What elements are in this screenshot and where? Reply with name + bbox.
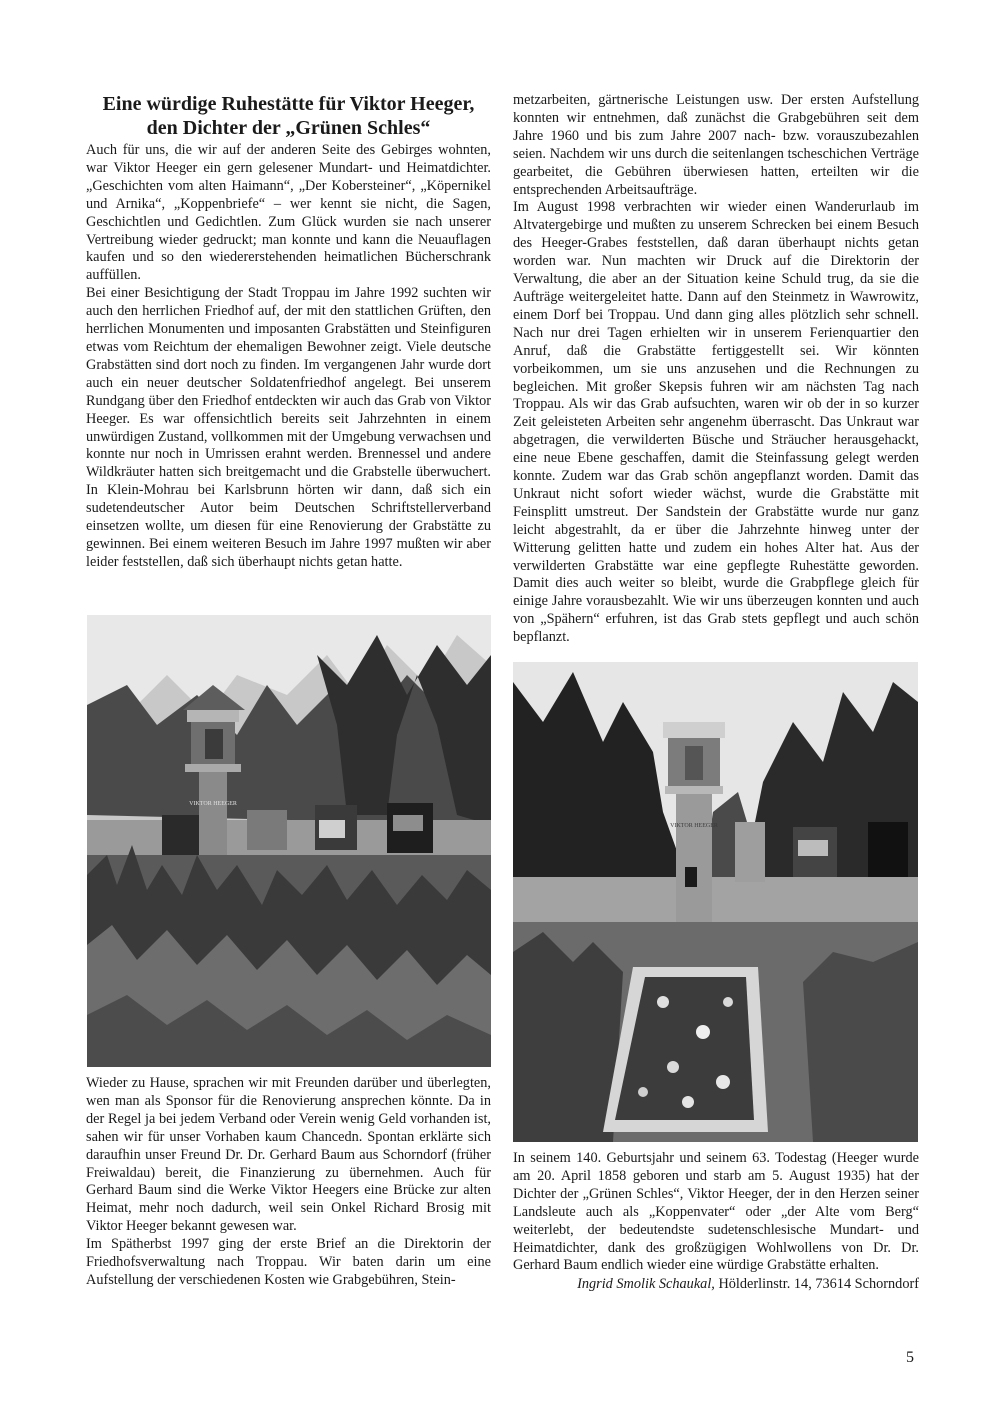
paragraph: Auch für uns, die wir auf der anderen Seite des Gebirges wohnten, war Viktor Heeger ein gern gelesener Mundart- und Heimatdichter. „Geschichten vom alten Haimann“, „Der Kobersteiner“, „Köpernikel und Arnika“, „Koppenbriefe“ – wer kennt sie nicht, die Sagen, Geschichtlen und Gedichtlen. Zum Glück wurden sie nach unserer Vertreibung wieder gedruckt; man konnte und kann die Neuauflagen kaufen und so den wiedererstehenden heimatlichen Bücherschrank auffüllen. bbox=[86, 142, 491, 284]
paragraph: In seinem 140. Geburtsjahr und seinem 63. Todestag (Heeger wurde am 20. April 1858 geboren und starb am 5. August 1935) hat der Dichter der „Grünen Schles“, Viktor Heeger, der in den Herzen seiner Landsleute auch als „Koppenvater“ oder „der Alte vom Berg“ weiterlebt, der bedeutendste sudetenschlesische Mundart- und Heimatdichter, dank des großzügigen Wohlwollens von Dr. Dr. Gerhard Baum endlich wieder eine würdige Grabstätte erhalten. bbox=[513, 1150, 919, 1274]
right-column bbox=[513, 92, 919, 647]
photo-overgrown-grave bbox=[87, 615, 491, 1067]
title-line-1: Eine würdige Ruhestätte für Viktor Heeger, bbox=[102, 93, 475, 115]
author-address: Hölderlinstr. 14, 73614 Schorndorf bbox=[718, 1276, 919, 1293]
author-signature bbox=[513, 1275, 919, 1293]
stone-inscription: VIKTOR HEEGER bbox=[670, 823, 718, 829]
paragraph: Im Spätherbst 1997 ging der erste Brief an die Direktorin der Friedhofsverwaltung nach Troppau. Wir baten darin um eine Aufstellung der verschiedenen Kosten wie Grabgebühren, Stein- bbox=[86, 1236, 491, 1288]
left-lower-text bbox=[86, 1075, 491, 1290]
title-line-2: den Dichter der „Grünen Schles“ bbox=[146, 117, 431, 139]
restored-grave-image bbox=[513, 662, 918, 1142]
article-title bbox=[86, 92, 491, 140]
paragraph: Im August 1998 verbrachten wir wieder einen Wanderurlaub im Altvatergebirge und mußten zu unserem Schrecken bei einem Besuch des Heeger-Grabes feststellen, daß daran überhaupt nichts getan worden war. Nun machten wir Druck auf die Direktorin der Verwaltung, die aber an der Situation keine Schuld trug, da sie die Aufträge weitergeleitet hatte. Dann auf den Steinmetz in Wawrowitz, einem Dorf bei Troppau. Und dann ging alles plötzlich sehr schnell. Nach nur drei Tagen erhielten wir in unserem Ferienquartier den Anruf, daß die Grabstätte fertiggestellt sei. Wir könnten vorbeikommen, um sie uns anzusehen und die Rechnungen zu begleichen. Mit großer Skepsis fuhren wir am nächsten Tag nach Troppau. Als wir das Grab aufsuchten, waren wir ob der in so kurzer Zeit geleisteten Arbeiten sehr angenehm überrascht. Das Unkraut war abgetragen, die verwilderten Büsche und Sträucher herausgehackt, eine neue Ebene geschaffen, damit die Steinfassung gelegt werden konnte. Zudem war das Grab schön angepflanzt worden. Damit das Unkraut nicht sofort wieder wächst, wurde die Grabstätte mit Feinsplitt umstreut. Der Sandstein der Grabstätte wurde nur ganz leicht abgestrahlt, da er über die Jahrzehnte hinweg unter der Witterung gelitten hatte und zudem ein hohes Alter hat. Aus der verwilderten Grabstätte war eine gepflegte Ruhestätte geworden. Damit dies auch weiter so bleibt, wurde die Grabpflege gleich für einige Jahre vorausbezahlt. Wie wir uns überzeugen konnten und auch von „Spähern“ erfuhren, ist das Grab stets gepflegt und auch schön bepflanzt. bbox=[513, 199, 919, 646]
photo-restored-grave bbox=[513, 662, 918, 1142]
paragraph: Wieder zu Hause, sprachen wir mit Freunden darüber und überlegten, wen man als Sponsor für die Renovierung ansprechen könnte. Da in der Regel ja bei jedem Verband oder Verein wenig Geld vorhanden ist, sahen wir für unser Vorhaben kaum Chancedn. Spontan erklärte sich daraufhin unser Freund Dr. Dr. Gerhard Baum aus Schorndorf (früher Freiwaldau) bereit, die Finanzierung zu übernehmen. Auch für Gerhard Baum sind die Werke Viktor Heegers eine Brücke zur alten Heimat, mehr noch dadurch, weil sein Onkel Richard Brosig mit Viktor Heeger bekannt gewesen war. bbox=[86, 1075, 491, 1235]
paragraph: Bei einer Besichtigung der Stadt Troppau im Jahre 1992 suchten wir auch den herrlichen Friedhof auf, der mit den stattlichen Grüften, den herrlichen Monumenten und imposanten Grabstätten und Steinfiguren etwas vom Reichtum der ehemaligen Bewohner zeigt. Viele deutsche Grabstätten sind dort noch zu finden. Im vergangenen Jahr wurde dort auch ein neuer deutscher Soldatenfriedhof angelegt. Bei unserem Rundgang über den Friedhof entdeckten wir auch das Grab von Viktor Heeger. Es war offensichtlich bereits seit Jahrzehnten in einem unwürdigen Zustand, vollkommen mit der Umgebung verwachsen und konnte nur noch in Umrissen erahnt werden. Brennessel und andere Wildkräuter hatten sich breitgemacht und die Grabstelle überwuchert. In Klein-Mohrau bei Karlsbrunn hörten wir dann, daß sich ein sudetendeutscher Autor beim Deutschen Schriftstellerverband einsetzen wollte, um diesen für eine Renovierung der Grabstätte zu gewinnen. Bei einem weiteren Besuch im Jahre 1997 mußten wir aber leider feststellen, daß sich überhaupt nichts getan hatte. bbox=[86, 285, 491, 570]
page-number: 5 bbox=[906, 1349, 914, 1366]
overgrown-grave-image bbox=[87, 615, 491, 1067]
left-column bbox=[86, 92, 491, 572]
paragraph: metzarbeiten, gärtnerische Leistungen usw. Der ersten Aufstellung konnten wir entnehmen, daß zunächst die Grabgebühren seit dem Jahre 1960 und bis zum Jahre 2007 nach- bzw. vorauszubezahlen seien. Nachdem wir uns durch die seitenlangen tscheschichen Verträge gearbeitet, die Gebühren überwiesen hatten, erteilten wir die entsprechenden Arbeitsaufträge. bbox=[513, 92, 919, 198]
right-lower-text bbox=[513, 1150, 919, 1293]
stone-inscription: VIKTOR HEEGER bbox=[189, 801, 237, 807]
author-name: Ingrid Smolik Schaukal, bbox=[577, 1276, 715, 1293]
